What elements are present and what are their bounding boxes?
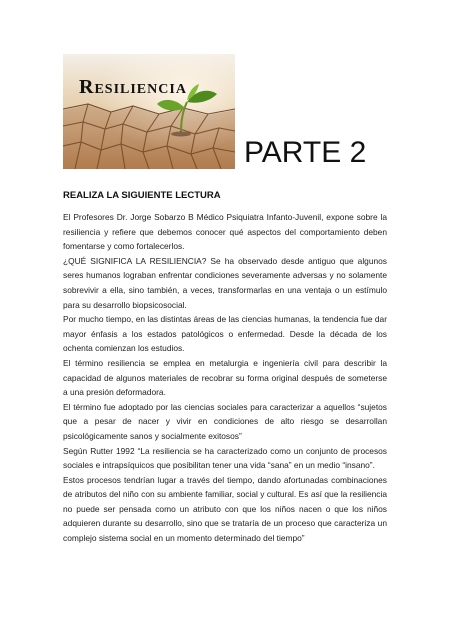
reading-body bbox=[63, 210, 387, 546]
paragraph: Por mucho tiempo, en las distintas áreas de las ciencias humanas, la tendencia fue dar mayor énfasis a los estados patológicos o enfermedad. Desde la década de los ochenta comienzan los estudios. bbox=[63, 314, 387, 354]
cover-title-rest: ESILIENCIA bbox=[94, 82, 187, 97]
paragraph: El Profesores Dr. Jorge Sobarzo B Médico Psiquiatra Infanto-Juvenil, expone sobre la resiliencia y refiere que debemos conocer qué aspectos del comportamiento deben fomentarse y como fortalecerlos. bbox=[63, 212, 387, 252]
reading-heading: REALIZA LA SIGUIENTE LECTURA bbox=[63, 190, 221, 201]
paragraph: El término fue adoptado por las ciencias sociales para caracterizar a aquellos “sujetos que a pesar de nacer y vivir en condiciones de alto riesgo se desarrollan psicológicamente sanos y socialmente exitosos” bbox=[63, 401, 387, 441]
paragraph: Según Rutter 1992 “La resiliencia se ha caracterizado como un conjunto de procesos sociales e intrapsíquicos que posibilitan tener una vida “sana” en un medio “insano”. bbox=[63, 445, 387, 471]
paragraph: El término resiliencia se emplea en metalurgia e ingeniería civil para describir la capacidad de algunos materiales de recobrar su forma original después de someterse a una presión deformadora. bbox=[63, 357, 387, 398]
paragraph: Estos procesos tendrían lugar a través del tiempo, dando afortunadas combinaciones de atributos del niño con su ambiente familiar, social y cultural. Es así que la resiliencia no puede ser pensada como un atributo con que los niños nacen o que los niños adquieren durante su desarrollo, sino que se trataría de un proceso que caracteriza un complejo sistema social en un momento determinado del tiempo” bbox=[63, 474, 387, 544]
paragraph: ¿QUÉ SIGNIFICA LA RESILIENCIA? Se ha observado desde antiguo que algunos seres humanos lograban enfrentar condiciones severamente adversas y no solamente sobrevivir a ella, sino también, a veces, transformarlas en una ventaja o un estímulo para su desarrollo biopsicosocial. bbox=[63, 255, 387, 310]
cover-title-initial: R bbox=[79, 76, 95, 98]
section-label: PARTE 2 bbox=[244, 136, 367, 169]
cover-title bbox=[79, 76, 187, 99]
cracked-earth-sprout-illustration bbox=[63, 54, 235, 169]
resiliencia-cover-image bbox=[63, 54, 235, 169]
